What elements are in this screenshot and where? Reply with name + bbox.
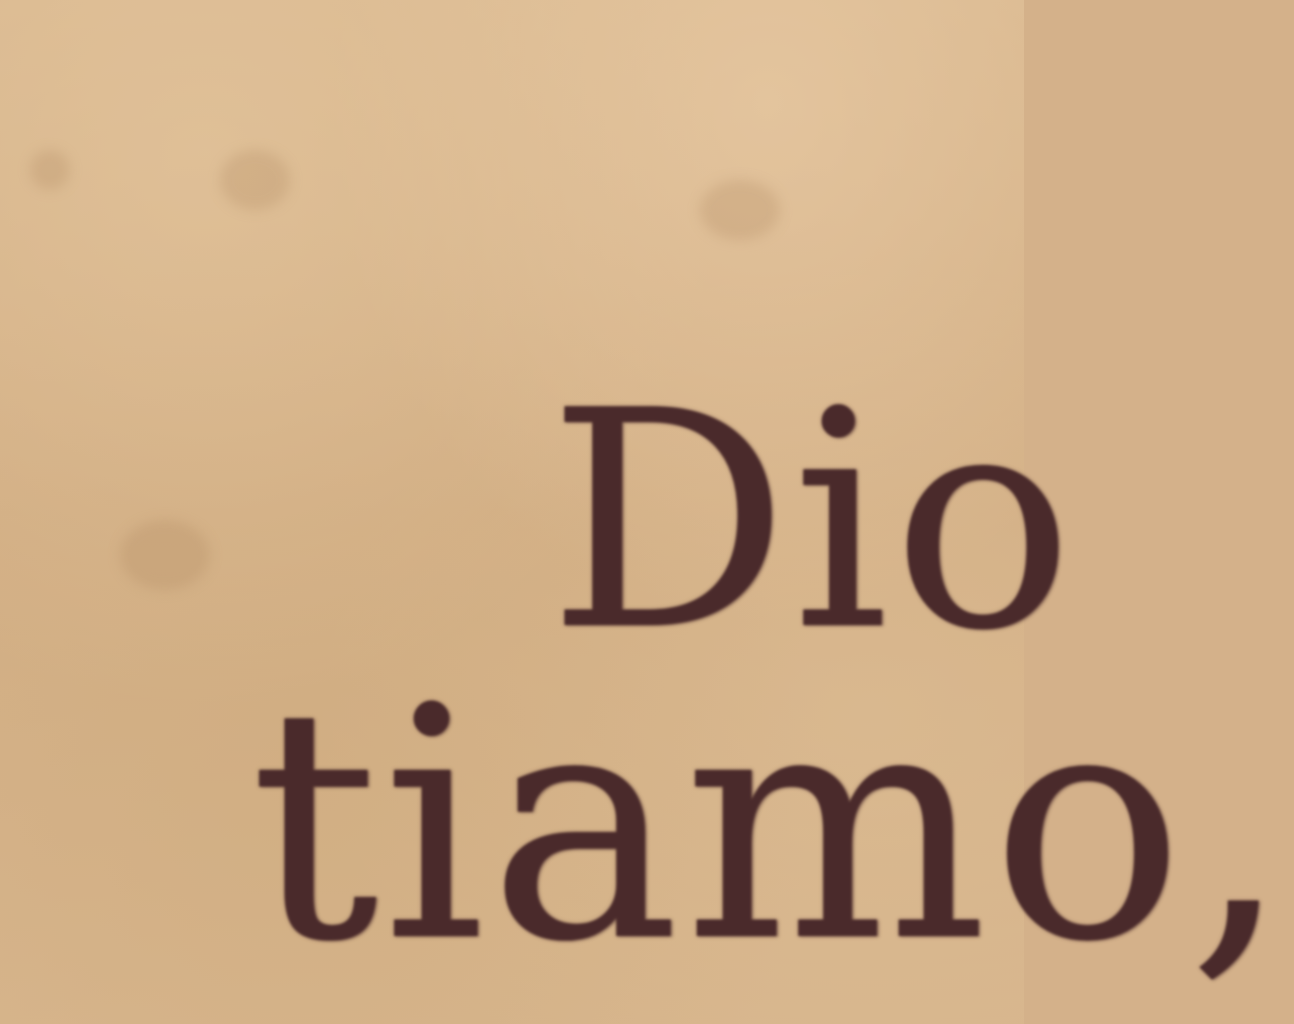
paper-stain	[120, 520, 210, 590]
text-line-2: tiamo,	[250, 640, 1294, 1012]
paper-stain	[220, 150, 290, 210]
text-line-1: Dio	[548, 347, 1078, 696]
paper-stain	[700, 180, 780, 240]
paper-stain	[30, 150, 70, 190]
